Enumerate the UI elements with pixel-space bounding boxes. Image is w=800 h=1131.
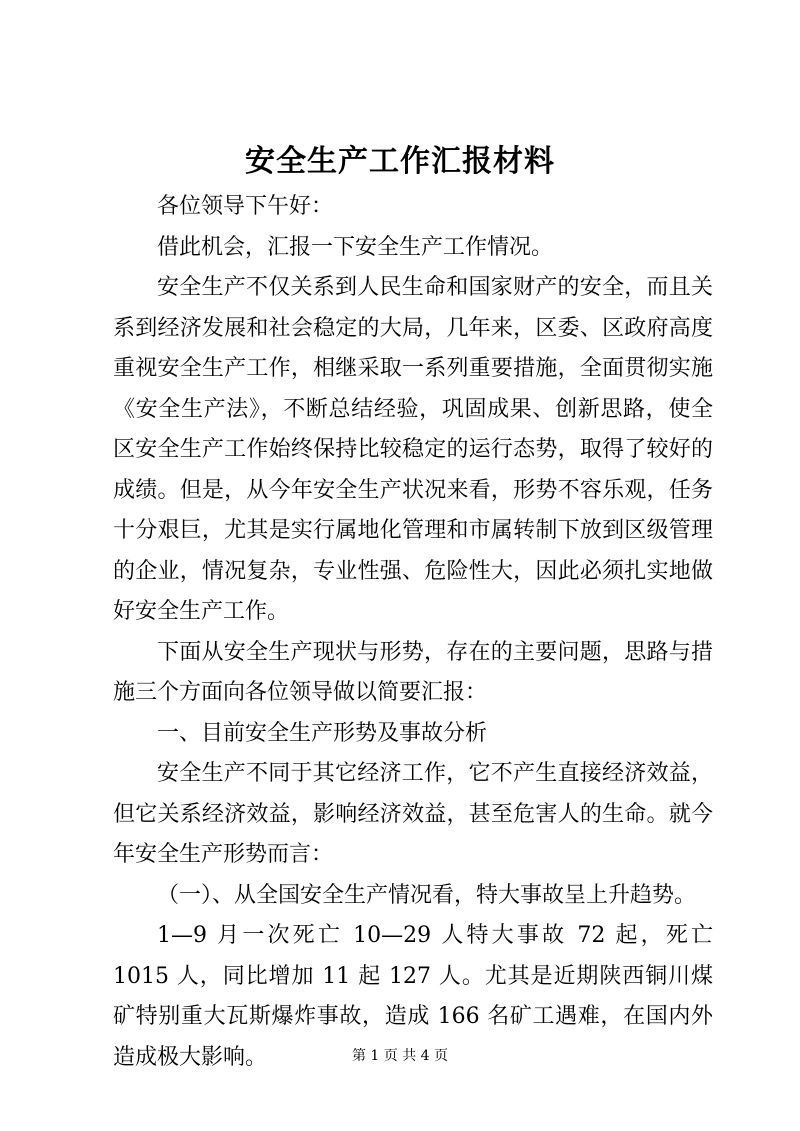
- paragraph-intro: 借此机会，汇报一下安全生产工作情况。: [157, 234, 554, 260]
- section-heading-1: 一、目前安全生产形势及事故分析: [157, 720, 488, 746]
- paragraph-overview: 安全生产不仅关系到人民生命和国家财产的安全，而且关系到经济发展和社会稳定的大局，几年来，区委、区政府高度重视安全生产工作，相继采取一系列重要措施，全面贯彻实施《安全生产法》，不断总结经验，巩固成果、创新思路，使全区安全生产工作始终保持比较稳定的运行态势，取得了较好的成绩。但是，从今年安全生产状况来看，形势不容乐观，任务十分艰巨，尤其是实行属地化管理和市属转制下放到区级管理的企业，情况复杂，专业性强、危险性大，因此必须扎实地做好安全生产工作。: [113, 275, 713, 624]
- paragraph-section-1: 安全生产不同于其它经济工作，它不产生直接经济效益，但它关系经济效益，影响经济效益，甚至危害人的生命。就今年安全生产形势而言：: [113, 761, 713, 867]
- paragraph-outline: 下面从安全生产现状与形势，存在的主要问题，思路与措施三个方面向各位领导做以简要汇报：: [113, 639, 713, 705]
- paragraph-greeting: 各位领导下午好：: [157, 194, 334, 219]
- document-title: 安全生产工作汇报材料: [245, 144, 555, 179]
- page-number-footer: 第 1 页 共 4 页: [351, 1048, 449, 1064]
- document-body: [113, 187, 713, 1078]
- paragraph-statistics: 1—9 月一次死亡 10—29 人特大事故 72 起，死亡 1015 人，同比增加 11 起 127 人。尤其是近期陕西铜川煤矿特别重大瓦斯爆炸事故，造成 166 名矿工遇难，在国内外造成极大影响。: [113, 923, 713, 1070]
- subsection-heading-1: （一）、从全国安全生产情况看，特大事故呈上升趋势。: [157, 882, 697, 908]
